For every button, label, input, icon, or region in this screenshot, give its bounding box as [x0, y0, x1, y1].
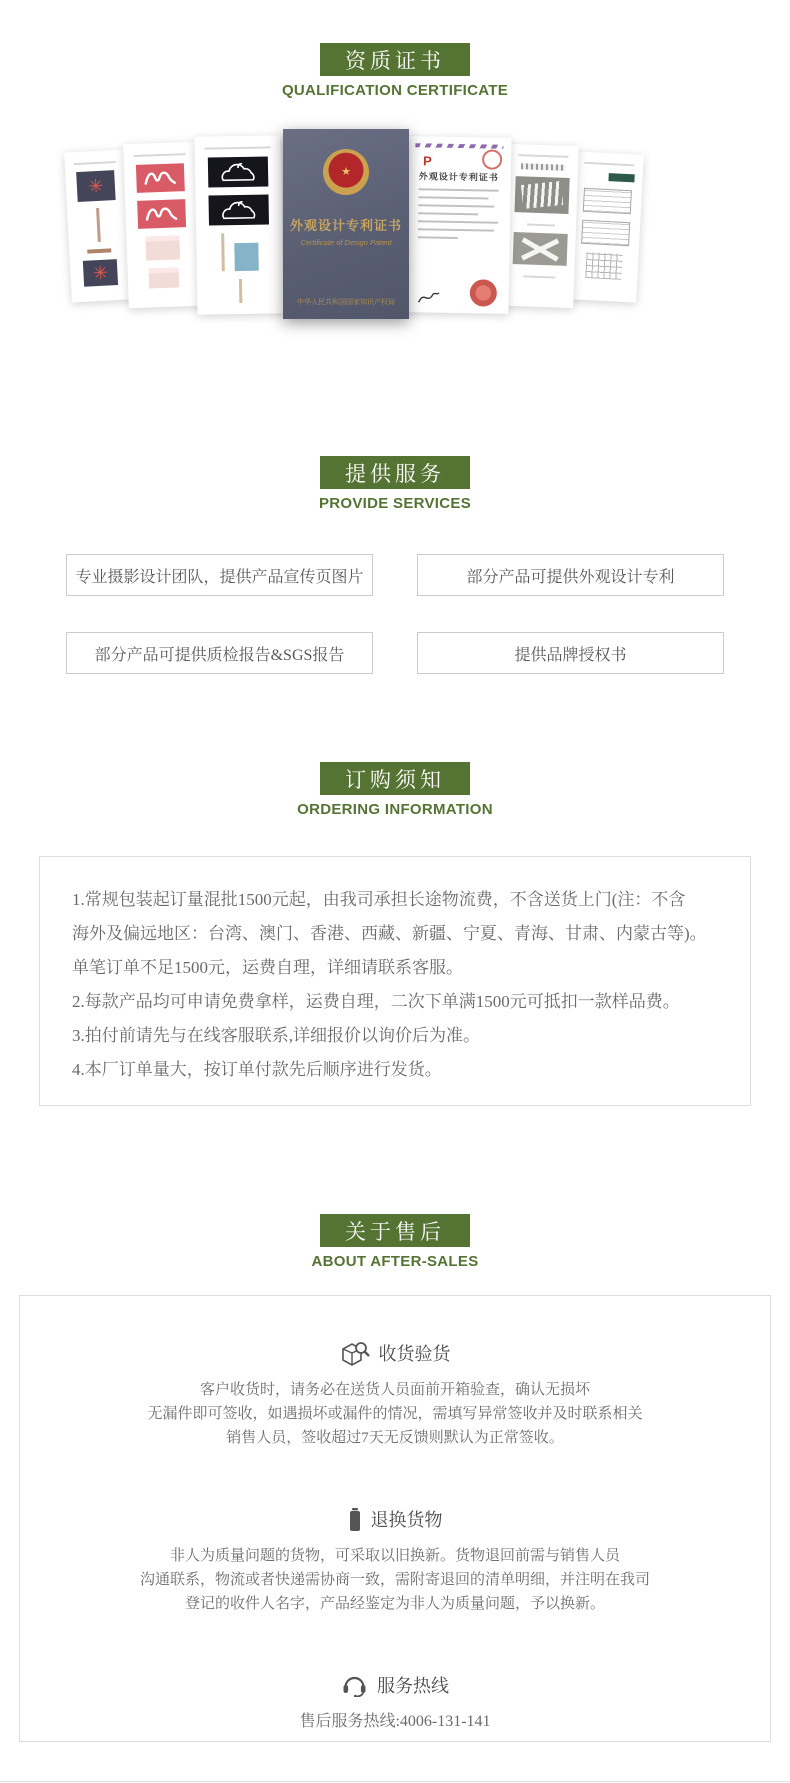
section-ordering	[0, 762, 790, 818]
book-title: 外观设计专利证书	[289, 218, 402, 233]
slatted-shelf-icon	[521, 181, 563, 209]
text-line-bar	[418, 196, 488, 199]
block-text	[20, 1378, 770, 1450]
services-header: 提供服务	[320, 456, 470, 489]
block-title-row	[20, 1672, 770, 1698]
red-seal-small	[482, 149, 502, 169]
starburst-drawing	[83, 259, 118, 287]
qualification-header: 资质证书	[320, 43, 470, 76]
text-line-bar	[418, 228, 494, 231]
patent-drawings-page-2	[123, 142, 201, 308]
hanger-outline-drawing	[581, 220, 630, 246]
block-text-line: 客户收货时，请务必在送货人员面前开箱验查，确认无损坏	[199, 1382, 590, 1398]
aftersales-block-inspection	[20, 1340, 770, 1450]
ordering-note-line: 2.每款产品均可申请免费拿样，运费自理，二次下单满1500元可抵扣一款样品费。	[72, 992, 680, 1011]
aftersales-box	[19, 1295, 771, 1742]
sipo-logo: P	[422, 153, 432, 169]
package-icon	[348, 1507, 362, 1531]
services-subtitle: PROVIDE SERVICES	[318, 495, 472, 512]
ordering-note-line: 1.常规包装起订量混批1500元起，由我司承担长途物流费，不含送货上门(注：不含	[72, 890, 686, 909]
stick-drawing	[221, 233, 225, 271]
services-grid	[66, 554, 724, 674]
block-title: 服务热线	[377, 1676, 449, 1696]
signature-icon	[417, 289, 441, 305]
block-text	[20, 1710, 770, 1734]
ordering-header: 订购须知	[320, 762, 470, 795]
block-title-row	[20, 1340, 770, 1366]
national-emblem-icon	[323, 149, 369, 195]
cloud-hanger-icon	[213, 160, 263, 185]
hotline-number: 售后服务热线:4006-131-141	[299, 1713, 491, 1730]
ordering-note-line: 3.拍付前请先与在线客服联系,详细报价以询价后为准。	[72, 1026, 480, 1045]
text-line-bar	[418, 212, 478, 215]
drawing-row	[221, 233, 259, 272]
grid-drawing	[585, 252, 622, 280]
block-text-line: 登记的收件人名字，产品经鉴定为非人为质量问题，予以换新。	[184, 1596, 605, 1612]
service-item: 部分产品可提供质检报告&SGS报告	[66, 632, 373, 674]
page-bottom-divider	[0, 1781, 790, 1782]
product-photo-thumb	[514, 176, 569, 214]
certificate-page-footer	[405, 278, 509, 307]
book-footer: 中华人民共和国国家知识产权局	[297, 299, 395, 306]
certificate-page-title: 外观设计专利证书	[418, 171, 499, 183]
hook-drawing	[136, 163, 185, 193]
block-text	[20, 1544, 770, 1616]
aftersales-block-returns	[20, 1506, 770, 1616]
emblem-star: ★	[341, 165, 351, 178]
stick-drawing	[87, 248, 111, 253]
service-item: 部分产品可提供外观设计专利	[417, 554, 724, 596]
book-title-en: Certificate of Design Patent	[300, 238, 392, 247]
text-line-bar	[418, 236, 458, 239]
block-title: 退换货物	[370, 1510, 443, 1530]
patent-certificate-page	[404, 136, 511, 314]
page-caption-bar	[134, 153, 186, 157]
page-caption-bar	[527, 224, 555, 227]
block-title-row	[20, 1506, 770, 1532]
starburst-icon: ✳	[87, 175, 104, 197]
starburst-drawing	[76, 170, 116, 202]
cloud-hanger-drawing	[208, 156, 269, 187]
aftersales-subtitle: ABOUT AFTER-SALES	[311, 1253, 479, 1270]
block-text-line: 沟通联系，物流或者快递需协商一致，需附寄退回的清单明细，并注明在我司	[139, 1572, 650, 1588]
text-line-bar	[419, 188, 499, 191]
stick-drawing	[96, 208, 101, 242]
slat-drawing	[521, 163, 565, 171]
text-line-bar	[418, 220, 498, 223]
section-aftersales	[0, 1214, 790, 1270]
patent-drawings-page-5	[568, 151, 644, 302]
cloud-hanger-icon	[214, 198, 264, 223]
patent-drawings-page-1	[64, 150, 132, 303]
green-part-drawing	[608, 173, 634, 182]
block-text-line: 无漏件即可签收，如遇损坏或漏件的情况，需填写异常签收并及时联系相关	[147, 1406, 643, 1422]
wave-hook-icon	[143, 204, 180, 223]
ordering-subtitle: ORDERING INFORMATION	[297, 801, 493, 818]
page-caption-bar	[523, 275, 555, 278]
headset-icon	[341, 1673, 368, 1697]
patent-drawings-page-4	[503, 144, 579, 308]
inspect-box-icon	[340, 1340, 370, 1366]
block-text-line: 销售人员，签收超过7天无反馈则默认为正常签收。	[226, 1430, 564, 1446]
qualification-subtitle: QUALIFICATION CERTIFICATE	[281, 82, 509, 99]
product-photo-thumb	[513, 232, 568, 266]
cloud-hanger-drawing	[208, 194, 269, 225]
box-drawing	[149, 267, 180, 288]
hook-drawing	[137, 199, 186, 229]
page-caption-bar	[74, 161, 116, 165]
patent-certificate-book	[283, 129, 409, 319]
hanger-outline-drawing	[583, 188, 632, 214]
text-line-bar	[418, 204, 494, 207]
photo-thumb	[234, 243, 258, 271]
patent-drawings-page-3	[194, 135, 283, 314]
aftersales-block-hotline	[20, 1672, 770, 1734]
block-title: 收货验货	[378, 1344, 451, 1364]
ordering-note-line: 4.本厂订单量大，按订单付款先后顺序进行发货。	[72, 1060, 442, 1079]
section-qualification	[0, 0, 790, 99]
service-item: 专业摄影设计团队，提供产品宣传页图片	[66, 554, 373, 596]
ordering-notes-box	[39, 856, 751, 1106]
wave-hook-icon	[142, 168, 179, 187]
page-caption-bar	[584, 162, 634, 167]
ordering-note-line: 单笔订单不足1500元，运费自理，详细请联系客服。	[72, 958, 463, 977]
block-text-line: 非人为质量问题的货物，可采取以旧换新。货物退回前需与销售人员	[169, 1548, 620, 1564]
certificates-collage	[0, 129, 790, 324]
starburst-icon: ✳	[92, 262, 109, 284]
ornament-border	[416, 143, 503, 149]
ordering-note-line: 海外及偏远地区：台湾、澳门、香港、西藏、新疆、宁夏、青海、甘肃、内蒙古等)。	[72, 924, 707, 943]
service-item: 提供品牌授权书	[417, 632, 724, 674]
section-services	[0, 456, 790, 512]
red-seal-large	[470, 279, 497, 306]
aftersales-header: 关于售后	[320, 1214, 470, 1247]
stick-drawing	[238, 279, 241, 303]
page-caption-bar	[205, 146, 270, 149]
box-drawing	[145, 235, 180, 260]
page-caption-bar	[518, 154, 568, 158]
